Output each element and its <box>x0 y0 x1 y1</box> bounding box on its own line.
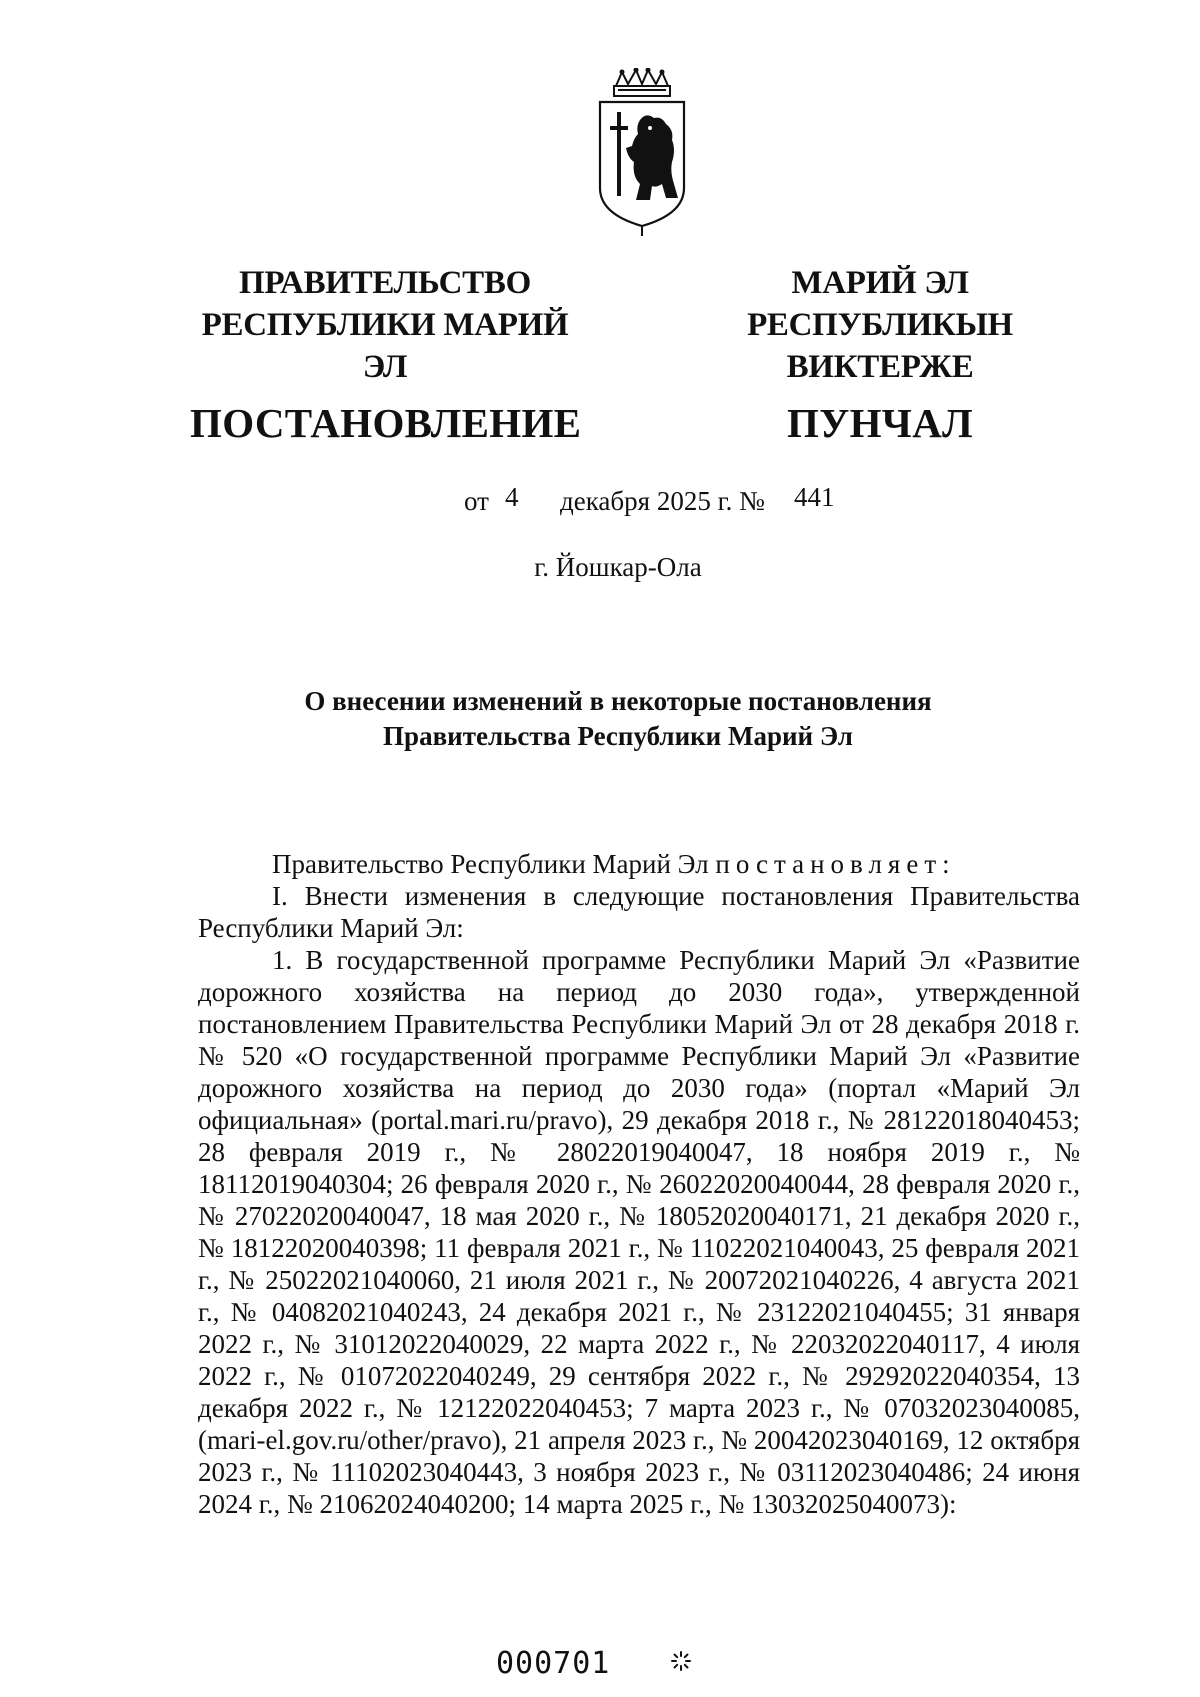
date-month-year: декабря 2025 г. № <box>560 486 765 516</box>
paragraph-section-1: I. Внести изменения в следующие постановления Правительства Республики Марий Эл: <box>198 881 1080 943</box>
org-name-mari-line1: МАРИЙ ЭЛ РЕСПУБЛИКЫН <box>747 265 1013 343</box>
paragraph-item-1: 1. В государственной программе Республики Марий Эл «Развитие дорожного хозяйства на период до 2030 года», утвержденной постановлением Правительства Республики Марий Эл от 28 декабря 2018 г. № 520 «О государственной программе Республики Марий Эл «Развитие дорожного хозяйства на период до 2030 года» (портал «Марий Эл официальная» (portal.mari.ru/pravo), 29 декабря 2018 г., № 28122018040453; 28 февраля 2019 г., № 28022019040047, 18 ноября 2019 г., № 18112019040304; 26 февраля 2020 г., № 26022020040044, 28 февраля 2020 г., № 27022020040047, 18 мая 2020 г., № 18052020040171, 21 декабря 2020 г., № 18122020040398; 11 февраля 2021 г., № 11022021040043, 25 февраля 2021 г., № 25022021040060, 21 июля 2021 г., № 20072021040226, 4 августа 2021 г., № 04082021040243, 24 декабря 2021 г., № 23122021040455; 31 января 2022 г., № 31012022040029, 22 марта 2022 г., № 22032022040117, 4 июля 2022 г., № 01072022040249, 29 сентября 2022 г., № 29292022040354, 13 декабря 2022 г., № 12122022040453; 7 марта 2023 г., № 07032023040085, (mari-el.gov.ru/other/pravo), 21 апреля 2023 г., № 20042023040169, 12 октября 2023 г., № 11102023040443, 3 ноября 2023 г., № 03112023040486; 24 июня 2024 г., № 21062024040200; 14 марта 2025 г., № 13032025040073): <box>198 945 1080 1519</box>
doc-type: ПОСТАНОВЛЕНИЕ <box>190 400 582 446</box>
city: г. Йошкар-Ола <box>534 552 702 582</box>
document-title <box>0 684 1200 754</box>
date-line <box>0 482 1200 526</box>
preamble-text: Правительство Республики Марий Эл <box>272 849 709 879</box>
crown-icon <box>614 68 670 96</box>
doc-type-mari: ПУНЧАЛ <box>787 400 973 446</box>
sword-icon <box>610 112 628 196</box>
org-name-line2: РЕСПУБЛИКИ МАРИЙ ЭЛ <box>201 307 569 385</box>
bear-icon <box>626 115 678 200</box>
org-name-mari-line2: ВИКТЕРЖЕ <box>786 349 974 385</box>
title-line2: Правительства Республики Марий Эл <box>383 721 853 751</box>
header-mari <box>660 262 1100 448</box>
preamble-decree-word: постановляет: <box>715 849 956 879</box>
coat-of-arms-emblem <box>596 68 688 238</box>
org-name-line1: ПРАВИТЕЛЬСТВО <box>239 265 531 301</box>
document-number: 441 <box>794 482 835 512</box>
date-day: 4 <box>505 482 519 512</box>
serial-number: 000701 <box>496 1646 611 1681</box>
asterisk-mark-icon <box>670 1650 692 1672</box>
document-body <box>198 848 1080 1520</box>
title-line1: О внесении изменений в некоторые постановления <box>304 686 932 716</box>
paragraph-preamble <box>198 848 1080 880</box>
date-prefix: от <box>464 486 489 516</box>
header-russian <box>190 262 580 448</box>
